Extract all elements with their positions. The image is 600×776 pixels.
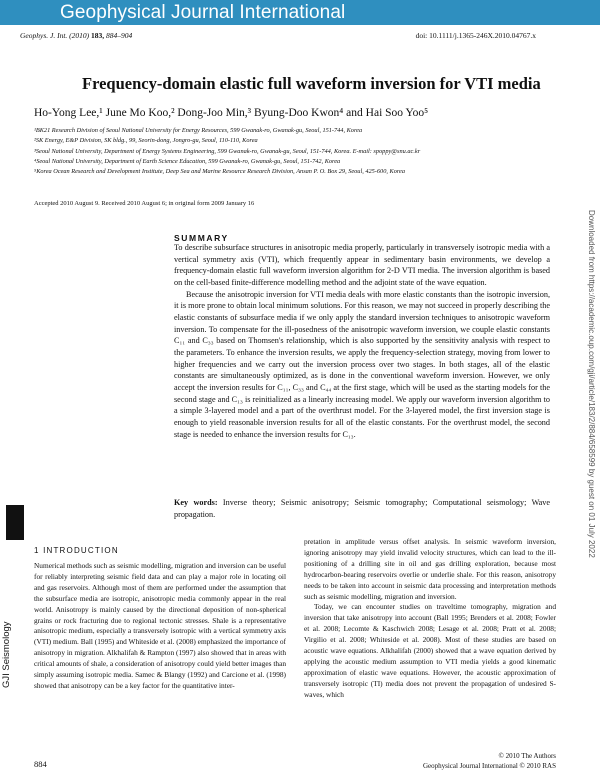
doi-link[interactable]: doi: 10.1111/j.1365-246X.2010.04767.x bbox=[415, 31, 536, 40]
section-side-label bbox=[0, 560, 20, 690]
affiliation-5: ⁵Korea Ocean Research and Development Institute, Deep Sea and Marine Resource Research Division, Ansan P. O. Box 29, Seoul, 425-600, Korea bbox=[34, 168, 406, 176]
copyright-publisher: Geophysical Journal International © 2010 RAS bbox=[422, 761, 556, 770]
affiliation-4: ⁴Seoul National University, Department of Earth Science Education, 599 Gwanak-ro, Gwanak-gu, Seoul, 151-742, Korea bbox=[34, 157, 341, 165]
received-dates: Accepted 2010 August 9. Received 2010 August 6; in original form 2009 January 16 bbox=[34, 200, 255, 207]
keywords bbox=[174, 497, 550, 520]
body-paragraph: Numerical methods such as seismic modelling, migration and inversion can be useful for reliably interpreting seismic field data and can play a major role in locating oil and gas reservoirs. Although most of them are performed under the assumption that the subsurface media are isotropic, anisotropic media commonly appear in the real world. Anisotropy is mainly caused by the directional deposition of non-spherical grains or rock fracturing due to regional tectonic stresses. Shale is a representative anisotropic medium, especially a transversely isotropic with a vertical symmetry axis (VTI) medium. Ball (1995) and Whiteside et al. (2008) emphasized the importance of anisotropy in migration. Alkhalifah & Rampton (1997) also showed that in areas with critical amounts of shale, a consideration of anisotropy could yield better images than simply assuming isotropic media. Samec & Blangy (1992) and Carcione et al. (1998) showed that anisotropy can be a key factor for the quantitative inter- bbox=[34, 561, 286, 690]
affiliation-1: ¹BK21 Research Division of Seoul National University for Energy Resources, 599 Gwanak-ro, Gwanak-gu, Seoul, 151-744, Korea bbox=[34, 127, 363, 134]
paper-title: Frequency-domain elastic full waveform inversion for VTI media bbox=[82, 74, 541, 93]
section-label-text: GJI Seismology bbox=[1, 621, 12, 688]
affiliations bbox=[34, 126, 554, 177]
citation bbox=[20, 31, 132, 40]
citation-volume: 183, bbox=[91, 31, 105, 40]
body-paragraph: pretation in amplitude versus offset analysis. In seismic waveform inversion, ignoring anisotropy may yield invalid velocity structures, which can lead to the ill-positioning of a drilling site in oil and gas drilling exploration, because most hydrocarbon-bearing reservoirs overlie or underlie shale. For this reason, anisotropy needs to be taken into account in seismic data processing and interpretation methods such as seismic modelling, migration and inversion. bbox=[304, 537, 556, 601]
page-number: 884 bbox=[34, 759, 47, 769]
affiliation-2: ²SK Energy, E&P Division, SK bldg., 99, Seorin-dong, Jongro-gu, Seoul, 110-110, Korea bbox=[34, 137, 258, 145]
summary-paragraph: To describe subsurface structures in anisotropic media properly, particularly in transversely isotropic media with a vertical symmetry axis (VTI), which frequently appear in sedimentary basin environments, we develop a frequency-domain elastic full waveform inversion algorithm for 2-D VTI media. The inversion algorithm is based on the cell-based finite-difference modelling method and the adjoint state of the wave equation. bbox=[174, 243, 550, 287]
keywords-list: Inverse theory; Seismic anisotropy; Seismic tomography; Computational seismology; Wave propagation. bbox=[174, 498, 551, 519]
body-column-left bbox=[34, 561, 286, 692]
journal-name: Geophysical Journal International bbox=[60, 2, 346, 23]
section-tab-marker bbox=[6, 505, 24, 540]
citation-pages: 884–904 bbox=[106, 31, 133, 40]
citation-year: (2010) bbox=[69, 31, 90, 40]
download-note-text: Downloaded from https://academic.oup.com/gji/article/183/2/884/658599 by guest on 01 July 2022 bbox=[587, 210, 596, 558]
section-heading-introduction: 1 INTRODUCTION bbox=[34, 546, 119, 555]
summary-text bbox=[174, 242, 550, 440]
citation-journal: Geophys. J. Int. bbox=[20, 31, 68, 40]
copyright-authors: © 2010 The Authors bbox=[498, 752, 556, 760]
affiliation-3: ³Seoul National University, Department of Energy Systems Engineering, 599 Gwanak-ro, Gwanak-gu, Seoul, 151-744, Korea. E-mail: spoppy@snu.ac.kr bbox=[34, 147, 421, 155]
download-watermark bbox=[586, 210, 598, 610]
body-paragraph: Today, we can encounter studies on traveltime tomography, migration and inversion that take anisotropy into account (Ball 1995; Brenders et al. 2008; Fowler et al. 2008; Lecomte & Kaschwich 2008; Lesage et al. 2008; Pratt et al. 2008; Virgilio et al. 2008; Whiteside et al. 2008). Most of these studies are based on acoustic wave equations. Alkhalifah (2000) showed that a wave equation derived by applying the acoustic medium assumption to VTI media yields a good kinematic approximation of elastic wave equations. However, the acoustic approximation of transversely isotropic (TI) media does not prevent the propagation of undesired S-waves, which bbox=[304, 602, 556, 699]
summary-heading: SUMMARY bbox=[174, 233, 229, 243]
summary-paragraph: Because the anisotropic inversion for VTI media deals with more elastic constants than the isotropic inversion, it is more prone to obtain local minimum solutions. For this reason, we may not succeed in properly describing the elastic constants of subsurface media if we only apply the standard inversion techniques to anisotropic waveform inversion. To compensate for the ill-posedness of the anisotropic waveform inversion, we couple elastic constants C₁₁ and C₃₃ based on Thomsen's relationship, which is also supported by the sensitivity analysis with respect to the parameters. To enhance the inversion results, we apply the frequency-selection strategy, moving from lower to higher frequencies and we carry out the inversion process over two stages. In both stages, all of the elastic constants are simultaneously optimized, as is done in the conventional waveform inversion. However, we only accept the inversion results for C₁₁, C₃₃ and C₄₄ at the first stage, which will be used as the starting models for the second stage and C₁₃ is reinitialized as a linearly increasing model. We apply our waveform inversion algorithm to a simple 3-layered model and a part of the overthrust model. For the 3-layered model, the first inversion stage is enough to yield reasonable inversion results for all of the elastic constants. For the overthrust model, the second stage is needed to enhance the inversion results for C₁₃. bbox=[174, 289, 550, 439]
copyright-footer bbox=[423, 752, 556, 771]
author-list: Ho-Yong Lee,¹ June Mo Koo,² Dong-Joo Min,³ Byung-Doo Kwon⁴ and Hai Soo Yoo⁵ bbox=[34, 107, 429, 119]
keywords-label: Key words: bbox=[174, 498, 218, 507]
body-column-right bbox=[304, 537, 556, 701]
